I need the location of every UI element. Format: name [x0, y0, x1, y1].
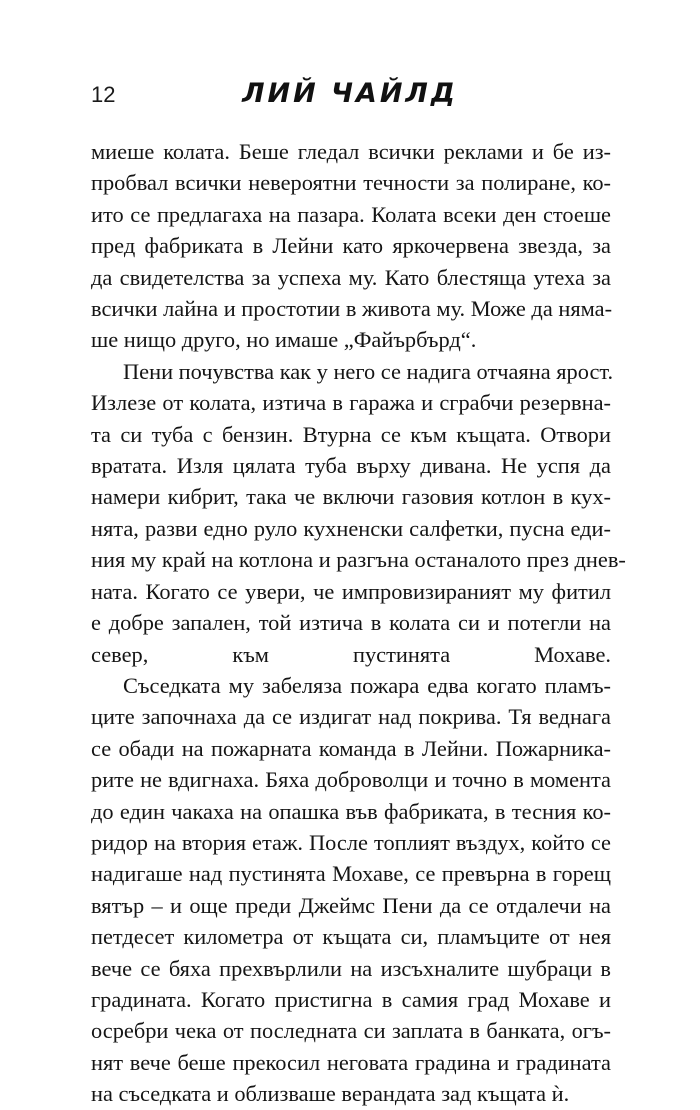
- text-line: вятър – и още преди Джеймс Пени да се отдалечи на: [91, 892, 611, 918]
- text-line: ито се предлагаха на пазара. Колата всеки ден стоеше: [91, 201, 611, 227]
- text-line: осребри чека от последната си заплата в банката, огъ-: [91, 1018, 611, 1044]
- text-line: Съседката му забеляза пожара едва когато пламъ-: [123, 672, 611, 698]
- text-line: ния му край на котлона и разгъна останалото през днев-: [91, 547, 626, 573]
- text-line: петдесет километра от къщата си, пламъците от нея: [91, 924, 611, 950]
- text-line: всички лайна и простотии в живота му. Може да няма-: [91, 296, 613, 322]
- paragraph: [91, 136, 611, 356]
- text-line: надигаше над пустинята Мохаве, се превърна в горещ: [91, 861, 611, 887]
- text-line: ридор на втория етаж. После топлият въздух, който се: [91, 829, 611, 855]
- text-line: север, към пустинята Мохаве.: [91, 641, 611, 667]
- text-line: рите не вдигнаха. Бяха доброволци и точно в момента: [91, 767, 611, 793]
- paragraph: [91, 670, 611, 1110]
- text-line: намери кибрит, така че включи газовия котлон в кух-: [91, 484, 611, 510]
- text-line: пробвал всички невероятни течности за полиране, ко-: [91, 170, 611, 196]
- text-line: пред фабриката в Лейни като яркочервена звезда, за: [91, 233, 611, 259]
- text-line: на съседката и облизваше верандата зад къщата ѝ.: [91, 1081, 570, 1107]
- text-line: Излезе от колата, изтича в гаража и сграбчи резервна-: [91, 390, 611, 416]
- text-line: нят вече беше прекосил неговата градина и градината: [91, 1049, 611, 1075]
- text-line: е добре запален, той изтича в колата си и потегли на: [91, 610, 611, 636]
- text-line: вратата. Изля цялата туба върху дивана. Не успя да: [91, 453, 611, 479]
- text-line: градината. Когато пристигна в самия град Мохаве и: [91, 986, 611, 1012]
- text-line: да свидетелства за успеха му. Като блестяща утеха за: [91, 264, 611, 290]
- text-line: ците започнаха да се издигат над покрива. Тя веднага: [91, 704, 611, 730]
- text-line: та си туба с бензин. Втурна се към къщата. Отвори: [91, 421, 611, 447]
- text-line: до един чакаха на опашка във фабриката, в тесния ко-: [91, 798, 611, 824]
- paragraph: [91, 356, 626, 670]
- text-line: миеше колата. Беше гледал всички реклами и бе из-: [91, 139, 611, 164]
- text-line: ше нищо друго, но имаше „Файърбърд“.: [91, 327, 477, 353]
- body-text: [91, 136, 626, 1110]
- text-line: Пени почувства как у него се надига отчаяна ярост.: [123, 358, 614, 384]
- text-line: се обади на пожарната команда в Лейни. Пожарника-: [91, 735, 611, 761]
- page-number: 12: [91, 82, 116, 107]
- text-line: нята, разви едно руло кухненски салфетки, пусна еди-: [91, 515, 611, 541]
- text-line: ната. Когато се увери, че импровизираният му фитил: [91, 578, 611, 604]
- text-line: вече се бяха прехвърлили на изсъхналите шубраци в: [91, 955, 611, 981]
- running-title: ЛИЙ ЧАЙЛД: [242, 78, 458, 109]
